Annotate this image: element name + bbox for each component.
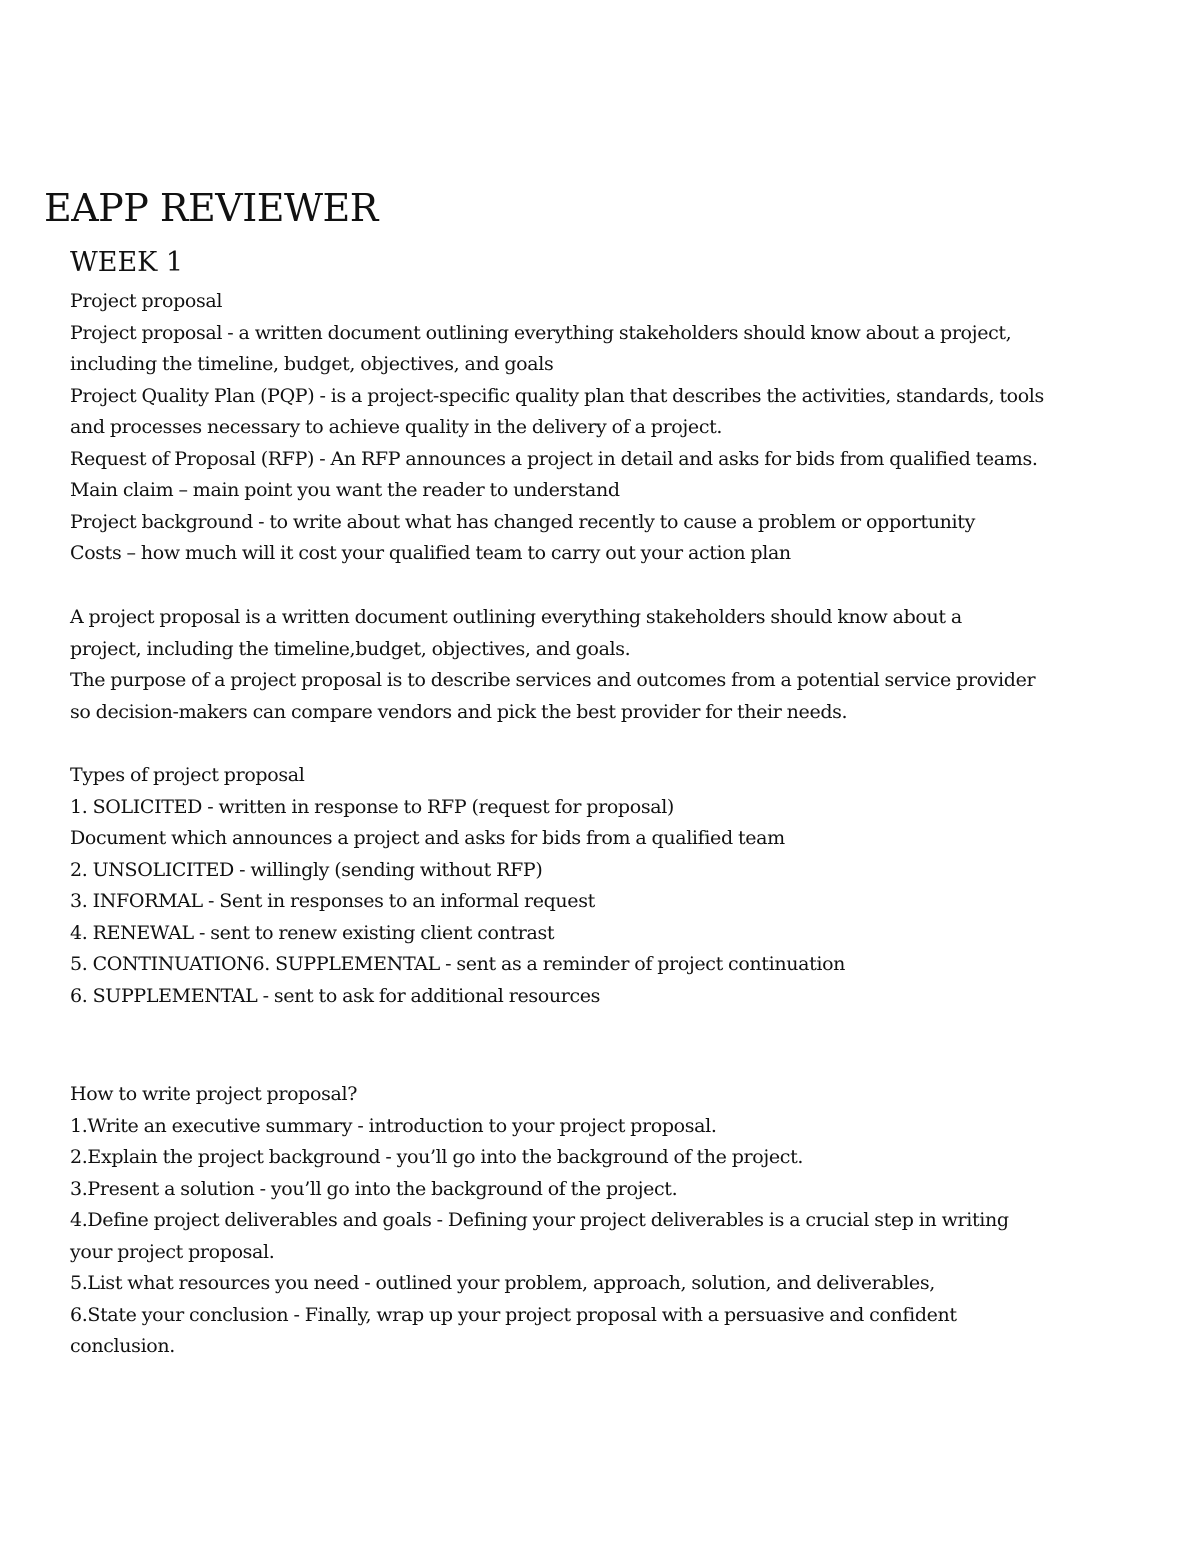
list-item: Document which announces a project and asks for bids from a qualified team [70,827,785,849]
list-item: your project proposal. [70,1240,275,1263]
how-to-block [70,1079,1170,1363]
paragraph-line: Project background - to write about what has changed recently to cause a problem or opportunity [70,510,975,533]
list-item: 5. CONTINUATION6. SUPPLEMENTAL - sent as a reminder of project continuation [70,953,846,975]
list-item: 6.State your conclusion - Finally, wrap up your project proposal with a persuasive and confident [70,1303,957,1326]
list-item: 4.Define project deliverables and goals - Defining your project deliverables is a crucial step in writing [70,1209,1009,1231]
list-item: 6. SUPPLEMENTAL - sent to ask for additional resources [70,984,601,1007]
paragraph-line: The purpose of a project proposal is to describe services and outcomes from a potential service provider [70,669,1036,691]
paragraph-line: including the timeline, budget, objectives, and goals [70,353,554,375]
paragraph-line: Costs – how much will it cost your qualified team to carry out your action plan [70,542,791,564]
week-heading: WEEK 1 [70,247,184,278]
types-block [70,760,1170,1012]
paragraph-line: Project proposal - a written document outlining everything stakeholders should know about a project, [70,321,1012,344]
paragraph-line: project, including the timeline,budget, objectives, and goals. [70,637,631,660]
definitions-block [70,286,1170,570]
list-item: conclusion. [70,1335,175,1357]
paragraph-line: and processes necessary to achieve quality in the delivery of a project. [70,416,723,438]
document-title: EAPP REVIEWER [44,186,378,230]
list-item: 3.Present a solution - you’ll go into the background of the project. [70,1177,678,1200]
list-item: 2.Explain the project background - you’ll go into the background of the project. [70,1146,804,1168]
paragraph-line: A project proposal is a written document outlining everything stakeholders should know about a [70,606,962,628]
summary-block [70,602,1170,728]
list-item: 2. UNSOLICITED - willingly (sending without RFP) [70,858,543,881]
paragraph-line: Project Quality Plan (PQP) - is a project-specific quality plan that describes the activities, standards, tools [70,384,1044,407]
section-heading-types: Types of project proposal [70,764,305,786]
paragraph-line: Request of Proposal (RFP) - An RFP announces a project in detail and asks for bids from qualified teams. [70,447,1038,470]
list-item: 3. INFORMAL - Sent in responses to an informal request [70,890,595,912]
paragraph-line: Main claim – main point you want the reader to understand [70,479,620,501]
list-item: 1.Write an executive summary - introduction to your project proposal. [70,1114,717,1137]
list-item: 4. RENEWAL - sent to renew existing client contrast [70,921,555,944]
paragraph-line: so decision-makers can compare vendors and pick the best provider for their needs. [70,700,848,723]
list-item: 1. SOLICITED - written in response to RFP (request for proposal) [70,795,674,818]
section-heading-how-to: How to write project proposal? [70,1083,358,1105]
list-item: 5.List what resources you need - outlined your problem, approach, solution, and deliverables, [70,1272,935,1294]
section-heading-project-proposal: Project proposal [70,290,223,312]
